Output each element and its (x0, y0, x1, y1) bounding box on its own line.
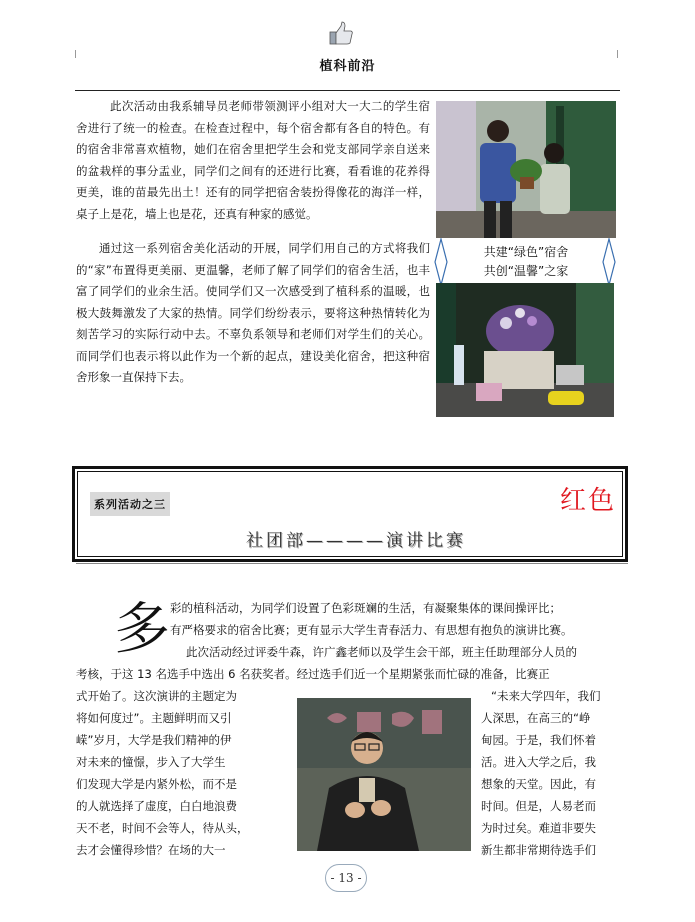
page-number: - 13 - (325, 864, 367, 892)
article-line: 有严格要求的宿舍比赛；更有显示大学生青春活力、有思想有抱负的演讲比赛。 (170, 623, 573, 637)
left-col-line: 嵘”岁月，大学是我们精神的伊 (76, 733, 232, 747)
header-rule (75, 90, 620, 91)
right-col-line: 甸园。于是，我们怀着 (481, 733, 596, 747)
right-col-line: 人深思，在高三的“峥 (481, 711, 591, 725)
article-line: 此次活动经过评委牛森，许广鑫老师以及学生会干部，班主任助理部分人员的 (186, 645, 577, 659)
article-line: 彩的植科活动，为同学们设置了色彩斑斓的生活，有凝聚集体的课间操评比； (170, 601, 561, 615)
dorm-photo-flowers (436, 283, 614, 417)
left-col-line: 天不老，时间不会等人，待从头， (76, 821, 249, 835)
right-col-line: 新生都非常期待选手们 (481, 843, 596, 857)
right-col-line: 为时过矣。难道非要失 (481, 821, 596, 835)
left-col-line: 将如何度过”。主题鲜明而又引 (76, 711, 232, 725)
caption-line-1: 共建“绿色”宿舍 (483, 245, 569, 259)
series-underline (76, 563, 628, 564)
series-label: 系列活动之三 (90, 492, 170, 516)
left-col-line: 们发现大学是内紧外松，而不是 (76, 777, 237, 791)
right-col-line: 时间。但是，人易老而 (481, 799, 596, 813)
left-col-line: 去才会懂得珍惜？在场的大一 (76, 843, 226, 857)
drop-cap: 多 (114, 597, 170, 662)
dorm-photo-students (436, 101, 616, 238)
right-col-line: 活。进入大学之后，我 (481, 755, 596, 769)
left-col-line: 对未来的憧憬，步入了大学生 (76, 755, 226, 769)
paragraph-2-text: 通过这一系列宿舍美化活动的开展，同学们用自己的方式将我们的“家”布置得更美丽、更温馨，老师了解了同学们的宿舍生活，也丰富了同学们的业余生活。使同学们又一次感受到了植科系的温暖，也极大鼓舞激发了大家的热情。同学们纷纷表示，要将这种热情转化为刻苦学习的实际行动中去。不辜负系领导和老师们对学生们的关心。而同学们也表示将以此作为一个新的起点，建设美化宿舍，把这种宿舍形象一直保持下去。 (76, 241, 430, 384)
series-red-title: 红色 (560, 486, 617, 516)
article-line: 考核，于这 13 名选手中选出 6 名获奖者。经过选手们近一个星期紧张而忙碌的准备，比赛正 (76, 667, 550, 681)
page-header-title: 植科前沿 (319, 59, 376, 74)
photo-caption (442, 243, 610, 283)
left-col-line: 的人就选择了虚度，白白地浪费 (76, 799, 237, 813)
right-col-line: 想象的天堂。因此，有 (481, 777, 596, 791)
left-col-line: 式开始了。这次演讲的主题定为 (76, 689, 237, 703)
right-col-line: “未来大学四年，我们 (491, 689, 601, 703)
caption-line-2: 共创“温馨”之家 (483, 264, 569, 278)
top-paragraph-2 (76, 238, 430, 389)
series-subtitle: 社团部————演讲比赛 (246, 531, 466, 551)
speech-contest-photo (297, 698, 471, 851)
paragraph-1-text: 此次活动由我系辅导员老师带领测评小组对大一大二的学生宿舍进行了统一的检查。在检查过程中，每个宿舍都有各自的特色。有的宿舍非常喜欢植物，她们在宿舍里把学生会和党支部同学亲自送来的盆栽样的事分盂业，同学们之间有的还进行比赛，看看谁的花养得更美，谁的苗最先出土！还有的同学把宿舍装扮得像花的海洋一样，桌子上是花，墙上也是花，还真有种家的感觉。 (76, 99, 430, 221)
top-paragraph-1 (76, 96, 430, 225)
thumbs-up-icon (327, 20, 355, 46)
